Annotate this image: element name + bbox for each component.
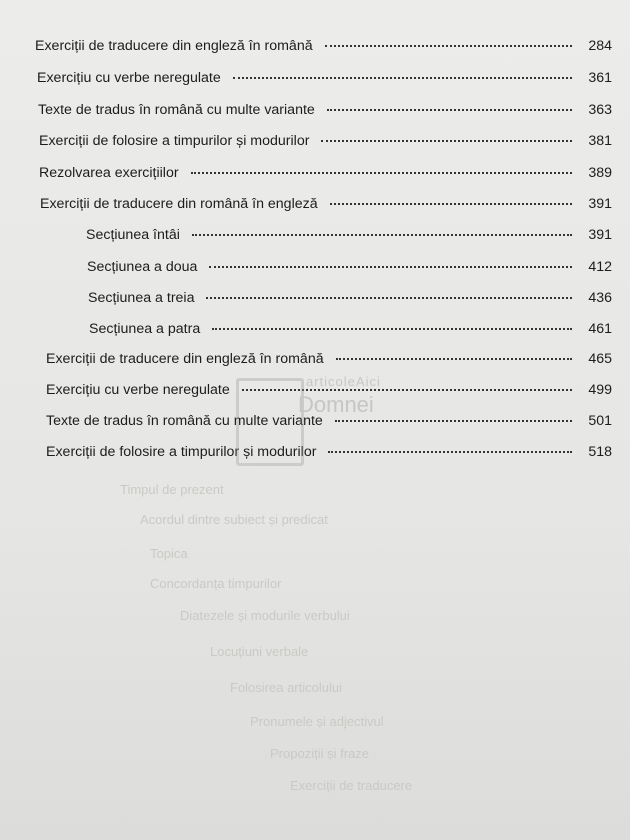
toc-entry-page: 499 xyxy=(588,382,612,398)
toc-entry-page: 501 xyxy=(588,413,612,429)
bleed-through-text: Propoziții și fraze xyxy=(270,746,369,761)
dot-leader xyxy=(328,450,572,453)
toc-entry-title: Exerciții de folosire a timpurilor și modurilor xyxy=(46,444,317,460)
bleed-through-text: Folosirea articolului xyxy=(230,680,342,695)
toc-entry-page: 461 xyxy=(588,321,612,337)
toc-entry xyxy=(39,164,612,182)
dot-leader xyxy=(325,44,572,47)
toc-entry-page: 412 xyxy=(588,259,612,275)
toc-entry-page: 465 xyxy=(588,351,612,367)
toc-entry xyxy=(39,132,612,150)
bleed-through-text: Topica xyxy=(150,546,188,561)
dot-leader xyxy=(327,108,572,111)
toc-entry-page: 361 xyxy=(588,70,612,86)
toc-entry-page: 284 xyxy=(588,38,612,54)
toc-subentry xyxy=(87,258,612,276)
toc-entry-title: Texte de tradus în română cu multe variante xyxy=(46,413,323,429)
toc-entry-page: 389 xyxy=(588,165,612,181)
toc-entry xyxy=(38,101,612,119)
watermark-top-text: articoleAici xyxy=(306,374,381,389)
toc-entry-page: 381 xyxy=(588,133,612,149)
toc-subentry xyxy=(88,289,612,307)
toc-entry-title: Exerciții de traducere din engleză în română xyxy=(46,351,324,367)
dot-leader xyxy=(212,327,572,330)
dot-leader xyxy=(335,419,572,422)
toc-entry-title: Exercițiu cu verbe neregulate xyxy=(37,70,221,86)
dot-leader xyxy=(191,171,572,174)
dot-leader xyxy=(192,233,572,236)
toc-entry-page: 436 xyxy=(588,290,612,306)
toc-subentry xyxy=(89,320,612,338)
toc-entry-title: Exercițiu cu verbe neregulate xyxy=(46,382,230,398)
toc-entry xyxy=(46,350,612,368)
toc-entry-title: Secțiunea a doua xyxy=(87,259,198,275)
toc-entry-page: 363 xyxy=(588,102,612,118)
toc-entry xyxy=(46,381,612,399)
toc-entry-title: Texte de tradus în română cu multe variante xyxy=(38,102,315,118)
dot-leader xyxy=(206,296,572,299)
dot-leader xyxy=(336,357,572,360)
dot-leader xyxy=(330,202,572,205)
toc-entry-title: Exerciții de traducere din română în engleză xyxy=(40,196,318,212)
toc-entry xyxy=(46,443,612,461)
dot-leader xyxy=(209,265,572,268)
bleed-through-text: Pronumele și adjectivul xyxy=(250,714,384,729)
toc-entry-title: Exerciții de folosire a timpurilor și modurilor xyxy=(39,133,310,149)
toc-entry-title: Secțiunea întâi xyxy=(86,227,180,243)
bleed-through-text: Diatezele și modurile verbului xyxy=(180,608,350,623)
toc-entry-title: Rezolvarea exercițiilor xyxy=(39,165,179,181)
toc-entry xyxy=(35,37,612,55)
watermark-big-text: Domnei xyxy=(298,392,374,417)
toc-entry xyxy=(46,412,612,430)
toc-entry xyxy=(37,69,612,87)
dot-leader xyxy=(233,76,572,79)
dot-leader xyxy=(321,139,572,142)
bleed-through-text: Timpul de prezent xyxy=(120,482,224,497)
toc-subentry xyxy=(86,226,612,244)
bleed-through-text: Locuțiuni verbale xyxy=(210,644,309,659)
toc-entry-title: Secțiunea a treia xyxy=(88,290,195,306)
toc-entry-page: 391 xyxy=(588,227,612,243)
toc-entry-title: Exerciții de traducere din engleză în română xyxy=(35,38,313,54)
toc-entry-title: Secțiunea a patra xyxy=(89,321,201,337)
bleed-through-text: Acordul dintre subiect și predicat xyxy=(140,512,328,527)
dot-leader xyxy=(242,388,572,391)
bleed-through-text: Exerciții de traducere xyxy=(290,778,413,793)
toc-entry xyxy=(40,195,612,213)
toc-entry-page: 391 xyxy=(588,196,612,212)
toc-entry-page: 518 xyxy=(588,444,612,460)
bleed-through-text: Concordanța timpurilor xyxy=(150,576,282,591)
